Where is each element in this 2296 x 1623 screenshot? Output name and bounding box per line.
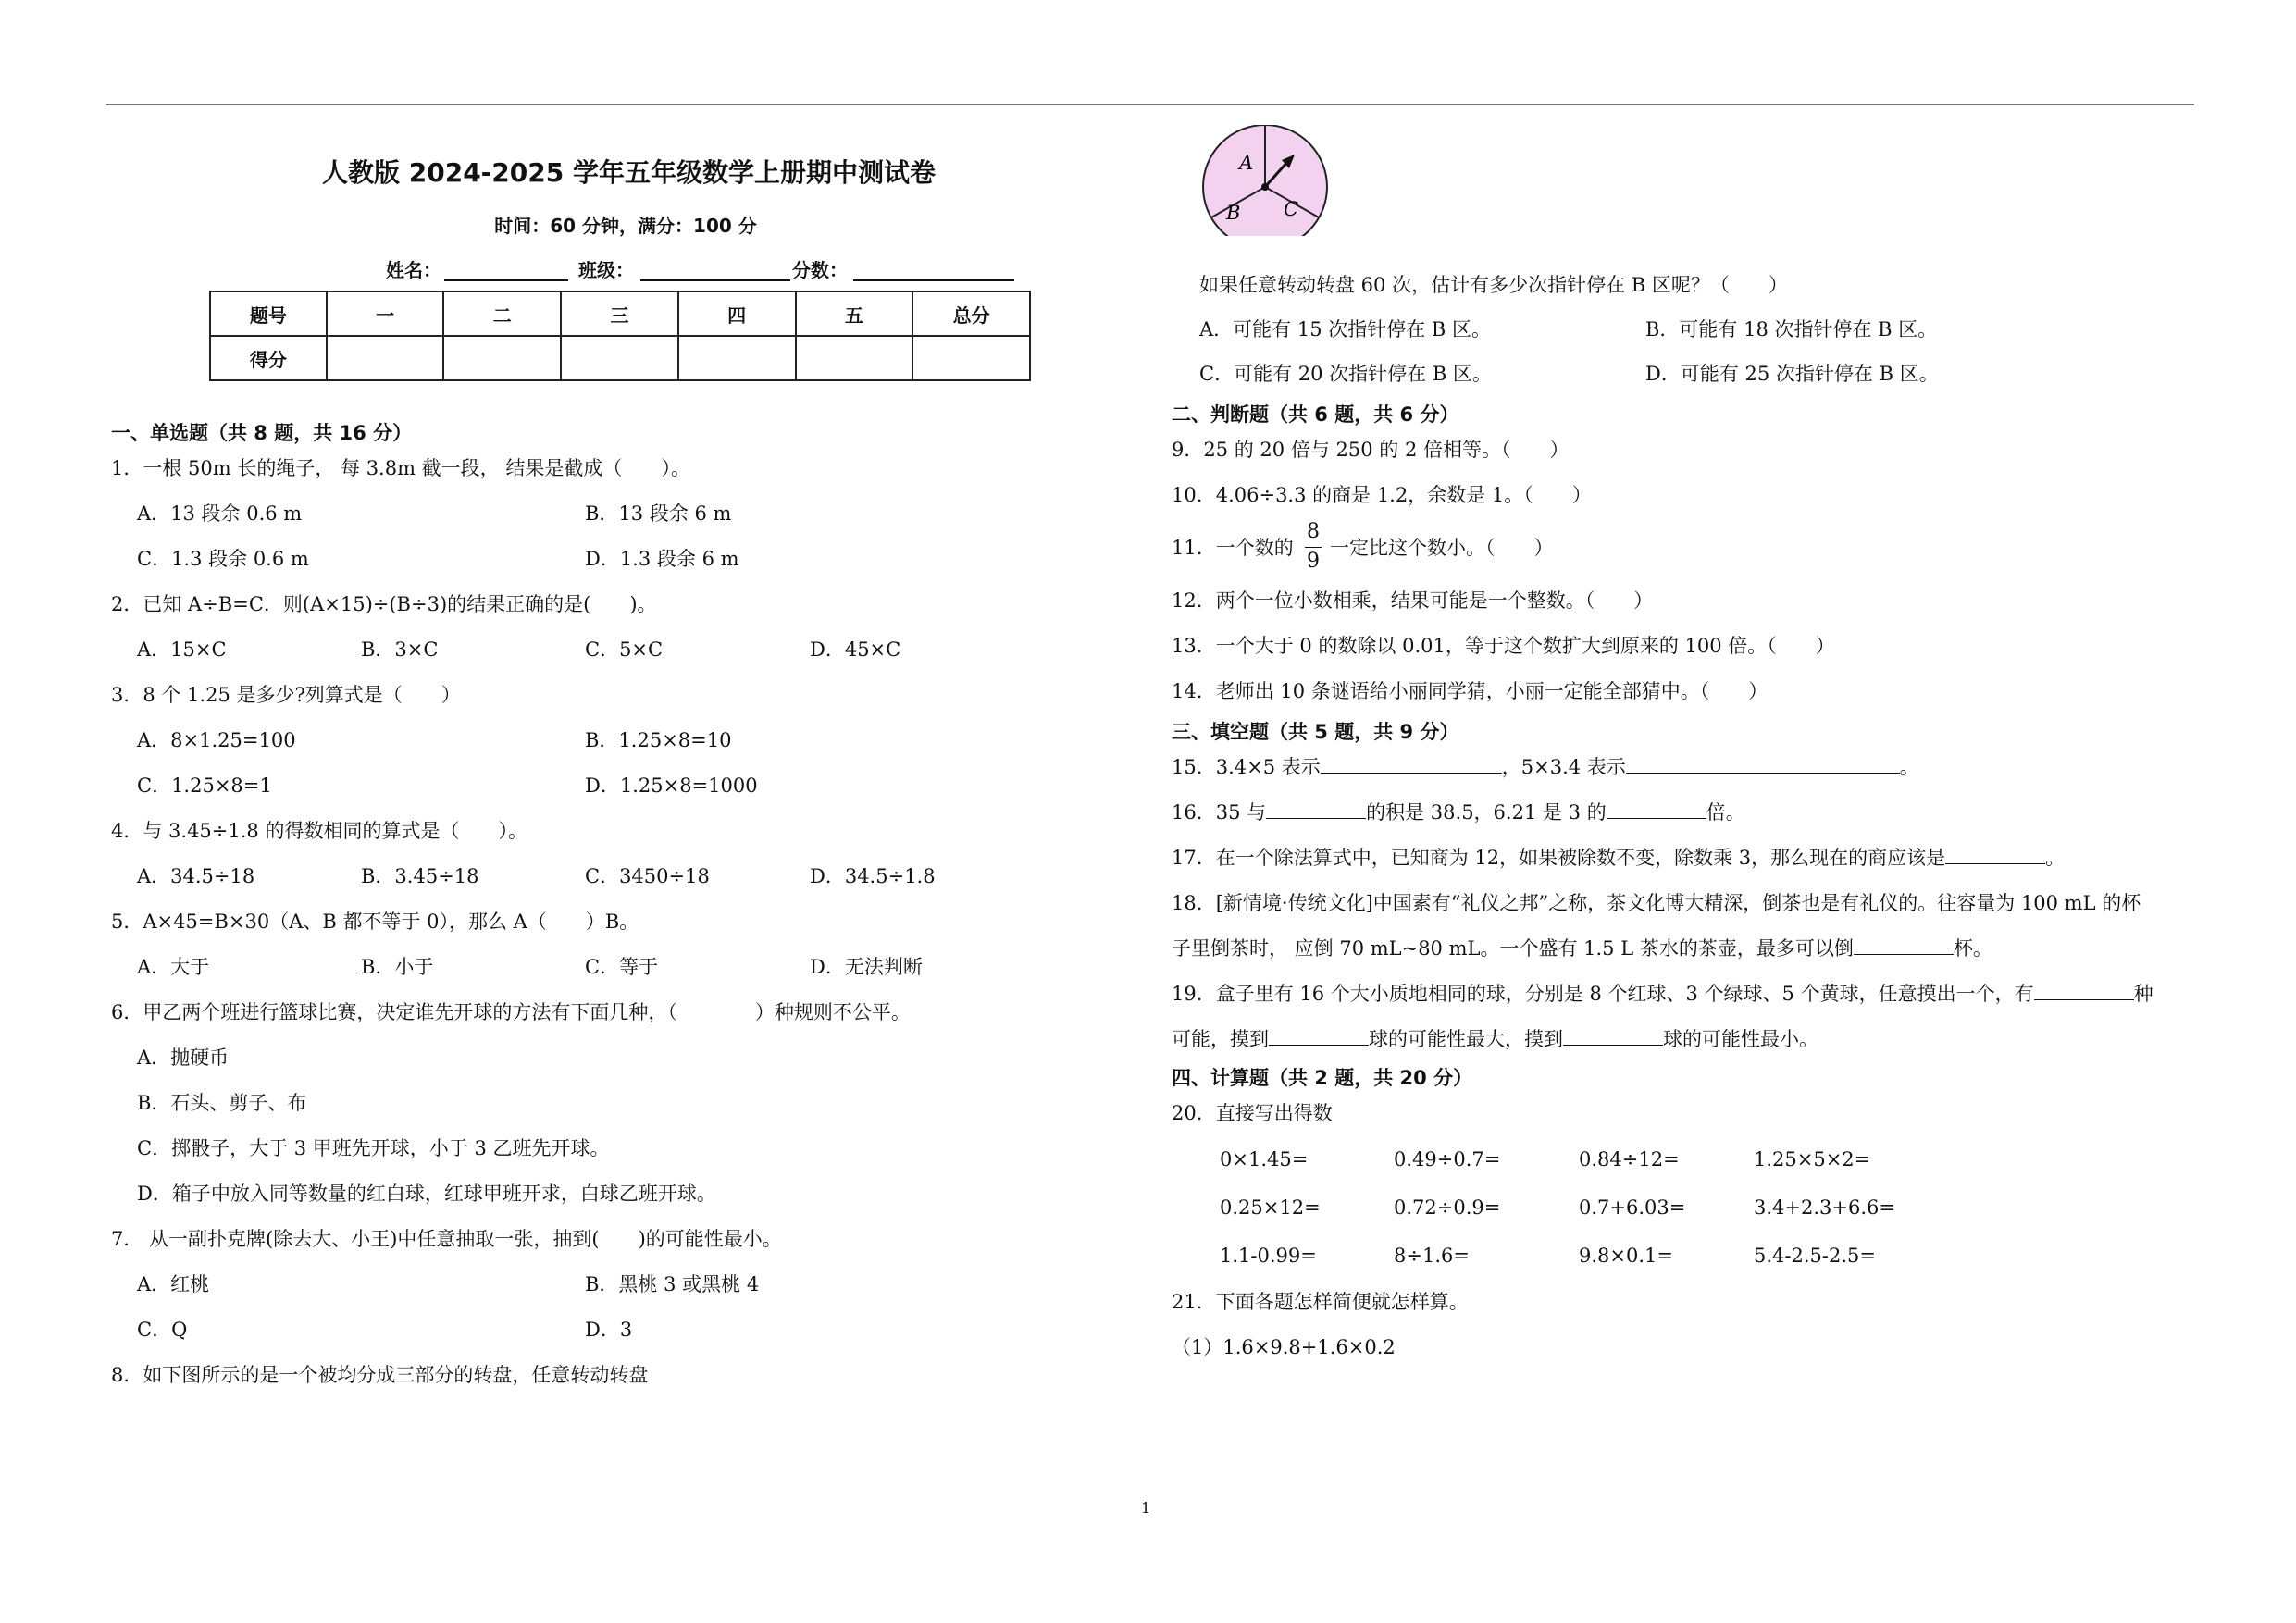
class-field[interactable] (640, 279, 790, 281)
option-3d[interactable]: D．1.25×8=1000 (585, 774, 758, 797)
option-7c[interactable]: C．Q (137, 1319, 188, 1341)
calc-item: 3.4+2.3+6.6= (1754, 1196, 1895, 1219)
option-1d[interactable]: D．1.3 段余 6 m (585, 548, 739, 570)
calc-item: 1.1-0.99= (1220, 1245, 1317, 1267)
calc-item: 9.8×0.1= (1579, 1245, 1673, 1267)
score-table-header-row (210, 291, 1030, 336)
spinner-figure (1198, 125, 1332, 236)
score-label: 分数： (792, 259, 848, 281)
section-heading-multiple-choice: 一、单选题（共 8 题，共 16 分） (111, 422, 413, 444)
option-6d[interactable]: D．箱子中放入同等数量的红白球，红球甲班开求，白球乙班开球。 (137, 1183, 716, 1205)
answer-blank[interactable] (1854, 937, 1954, 955)
calc-item: 0×1.45= (1220, 1148, 1309, 1171)
option-2a[interactable]: A．15×C (137, 638, 227, 661)
question-6: 6．甲乙两个班进行篮球比赛，决定谁先开球的方法有下面几种，（ ）种规则不公平。 (111, 1001, 911, 1023)
fraction-numerator: 8 (1307, 520, 1320, 543)
question-21-part-1: （1）1.6×9.8+1.6×0.2 (1172, 1336, 1396, 1358)
question-18-line-1: 18．[新情境·传统文化]中国素有“礼仪之邦”之称，茶文化博大精深，倒茶也是有礼仪的。往容量为 100 mL 的杯 (1172, 892, 2141, 914)
answer-blank[interactable] (1945, 847, 2045, 864)
option-6b[interactable]: B．石头、剪子、布 (137, 1092, 307, 1114)
question-16-part: 倍。 (1706, 801, 1745, 824)
section-heading-true-false: 二、判断题（共 6 题，共 6 分） (1172, 403, 1459, 426)
option-7d[interactable]: D．3 (585, 1319, 633, 1341)
question-21: 21．下面各题怎样简便就怎样算。 (1172, 1291, 1469, 1313)
option-8d[interactable]: D．可能有 25 次指针停在 B 区。 (1645, 363, 1939, 385)
question-20: 20．直接写出得数 (1172, 1102, 1333, 1124)
question-19-part: 球的可能性最大，摸到 (1369, 1028, 1563, 1050)
question-10: 10．4.06÷3.3 的商是 1.2，余数是 1。（ ） (1172, 484, 1592, 506)
question-19-line-1 (1172, 981, 2153, 1007)
calc-item: 5.4-2.5-2.5= (1754, 1245, 1876, 1267)
page-title: 人教版 2024-2025 学年五年级数学上册期中测试卷 (322, 157, 936, 188)
fraction-bar (1305, 547, 1322, 548)
option-8b[interactable]: B．可能有 18 次指针停在 B 区。 (1645, 318, 1938, 341)
question-8-continued: 如果任意转动转盘 60 次，估计有多少次指针停在 B 区呢？（ ） (1199, 274, 1788, 296)
spinner-label-a: A (1239, 152, 1254, 174)
answer-blank[interactable] (1269, 1028, 1369, 1046)
question-17 (1172, 845, 2065, 871)
question-5: 5．A×45=B×30（A、B 都不等于 0），那么 A（ ）B。 (111, 911, 639, 933)
answer-blank[interactable] (1626, 756, 1900, 774)
question-19-part: 可能，摸到 (1172, 1028, 1269, 1050)
question-15-part: 。 (1899, 756, 1919, 778)
calc-item: 1.25×5×2= (1754, 1148, 1871, 1171)
score-table-cell: 五 (796, 291, 913, 336)
answer-blank[interactable] (1563, 1028, 1663, 1046)
score-entry-cell[interactable] (912, 336, 1030, 380)
question-9: 9．25 的 20 倍与 250 的 2 倍相等。（ ） (1172, 439, 1570, 461)
question-3: 3．8 个 1.25 是多少?列算式是（ ） (111, 684, 461, 706)
answer-blank[interactable] (1321, 756, 1502, 774)
calc-item: 0.72÷0.9= (1394, 1196, 1501, 1219)
score-table-cell: 总分 (912, 291, 1030, 336)
answer-blank[interactable] (2034, 983, 2134, 1000)
calc-item: 8÷1.6= (1394, 1245, 1470, 1267)
section-heading-calculation: 四、计算题（共 2 题，共 20 分） (1172, 1067, 1473, 1089)
question-19-part: 球的可能性最小。 (1663, 1028, 1818, 1050)
score-table-cell: 二 (443, 291, 561, 336)
spinner-label-b: B (1226, 202, 1241, 224)
question-16 (1172, 799, 1745, 825)
question-4: 4．与 3.45÷1.8 的得数相同的算式是（ ）。 (111, 820, 527, 842)
score-table-cell: 一 (327, 291, 444, 336)
score-field[interactable] (853, 279, 1014, 281)
option-1b[interactable]: B．13 段余 6 m (585, 502, 732, 525)
question-13: 13．一个大于 0 的数除以 0.01，等于这个数扩大到原来的 100 倍。（ ） (1172, 635, 1835, 657)
question-1: 1．一根 50m 长的绳子， 每 3.8m 截一段， 结果是截成（ ）。 (111, 457, 690, 479)
option-2c[interactable]: C．5×C (585, 638, 664, 661)
question-19-line-2 (1172, 1026, 1818, 1052)
option-5c[interactable]: C．等于 (585, 956, 659, 978)
question-8: 8．如下图所示的是一个被均分成三部分的转盘，任意转动转盘 (111, 1364, 649, 1386)
score-entry-cell[interactable] (443, 336, 561, 380)
question-17-part: 17．在一个除法算式中，已知商为 12，如果被除数不变，除数乘 3，那么现在的商应该是 (1172, 847, 1946, 869)
question-17-part: 。 (2045, 847, 2066, 869)
option-4d[interactable]: D．34.5÷1.8 (810, 865, 936, 887)
option-3a[interactable]: A．8×1.25=100 (137, 729, 296, 751)
score-table-cell: 四 (678, 291, 796, 336)
fraction-denominator: 9 (1307, 550, 1320, 573)
calc-item: 0.49÷0.7= (1394, 1148, 1501, 1171)
option-7a[interactable]: A．红桃 (137, 1273, 210, 1295)
name-label: 姓名： (386, 259, 441, 281)
score-entry-cell[interactable] (327, 336, 444, 380)
calc-item: 0.25×12= (1220, 1196, 1321, 1219)
class-label: 班级： (578, 259, 634, 281)
question-7: 7． 从一副扑克牌(除去大、小王)中任意抽取一张，抽到( )的可能性最小。 (111, 1228, 782, 1250)
question-2: 2．已知 A÷B=C．则(A×15)÷(B÷3)的结果正确的是( )。 (111, 593, 657, 615)
score-table (209, 291, 1031, 381)
question-18-part: 杯。 (1953, 937, 1992, 960)
option-4b[interactable]: B．3.45÷18 (361, 865, 479, 887)
option-4c[interactable]: C．3450÷18 (585, 865, 710, 887)
answer-blank[interactable] (1266, 801, 1366, 819)
option-5b[interactable]: B．小于 (361, 956, 434, 978)
score-table-cell: 三 (561, 291, 678, 336)
header-rule (106, 104, 2194, 105)
option-6c[interactable]: C．掷骰子，大于 3 甲班先开球，小于 3 乙班先开球。 (137, 1137, 610, 1159)
question-15-part: ，5×3.4 表示 (1501, 756, 1626, 778)
option-2b[interactable]: B．3×C (361, 638, 439, 661)
page-number: 1 (1141, 1499, 1151, 1517)
option-7b[interactable]: B．黑桃 3 或黑桃 4 (585, 1273, 760, 1295)
question-15 (1172, 754, 1919, 780)
option-6a[interactable]: A．抛硬币 (137, 1047, 230, 1069)
option-1a[interactable]: A．13 段余 0.6 m (137, 502, 303, 525)
calc-item: 0.84÷12= (1579, 1148, 1680, 1171)
option-5d[interactable]: D．无法判断 (810, 956, 923, 978)
question-16-part: 16．35 与 (1172, 801, 1267, 824)
option-3b[interactable]: B．1.25×8=10 (585, 729, 732, 751)
answer-blank[interactable] (1607, 801, 1706, 819)
question-19-part: 19．盒子里有 16 个大小质地相同的球，分别是 8 个红球、3 个绿球、5 个黄球，任意摸出一个，有 (1172, 983, 2034, 1005)
score-entry-cell[interactable] (796, 336, 913, 380)
question-15-part: 15．3.4×5 表示 (1172, 756, 1321, 778)
spinner-label-c: C (1284, 198, 1299, 220)
question-14: 14．老师出 10 条谜语给小丽同学猜，小丽一定能全部猜中。（ ） (1172, 680, 1769, 702)
score-table-cell: 题号 (210, 291, 327, 336)
score-table-score-row (210, 336, 1030, 380)
option-4a[interactable]: A．34.5÷18 (137, 865, 255, 887)
option-8a[interactable]: A．可能有 15 次指针停在 B 区。 (1199, 318, 1492, 341)
question-19-part: 种 (2133, 983, 2153, 1005)
spinner-pivot (1261, 183, 1269, 191)
section-heading-fill-blank: 三、填空题（共 5 题，共 9 分） (1172, 721, 1459, 743)
question-16-part: 的积是 38.5，6.21 是 3 的 (1366, 801, 1607, 824)
question-11-suffix: 一定比这个数小。（ ） (1330, 537, 1554, 559)
question-12: 12．两个一位小数相乘，结果可能是一个整数。（ ） (1172, 589, 1654, 612)
question-18-line-2 (1172, 935, 1992, 961)
question-11-prefix: 11．一个数的 (1172, 537, 1294, 559)
option-2d[interactable]: D．45×C (810, 638, 901, 661)
option-5a[interactable]: A．大于 (137, 956, 210, 978)
score-entry-cell[interactable] (678, 336, 796, 380)
score-table-cell: 得分 (210, 336, 327, 380)
score-entry-cell[interactable] (561, 336, 678, 380)
question-18-part: 子里倒茶时， 应倒 70 mL~80 mL。一个盛有 1.5 L 茶水的茶壶，最多可以倒 (1172, 937, 1854, 960)
option-8c[interactable]: C．可能有 20 次指针停在 B 区。 (1199, 363, 1492, 385)
calc-item: 0.7+6.03= (1579, 1196, 1686, 1219)
name-field[interactable] (444, 279, 568, 281)
option-1c[interactable]: C．1.3 段余 0.6 m (137, 548, 309, 570)
exam-subtitle: 时间：60 分钟，满分：100 分 (494, 215, 757, 237)
option-3c[interactable]: C．1.25×8=1 (137, 774, 272, 797)
